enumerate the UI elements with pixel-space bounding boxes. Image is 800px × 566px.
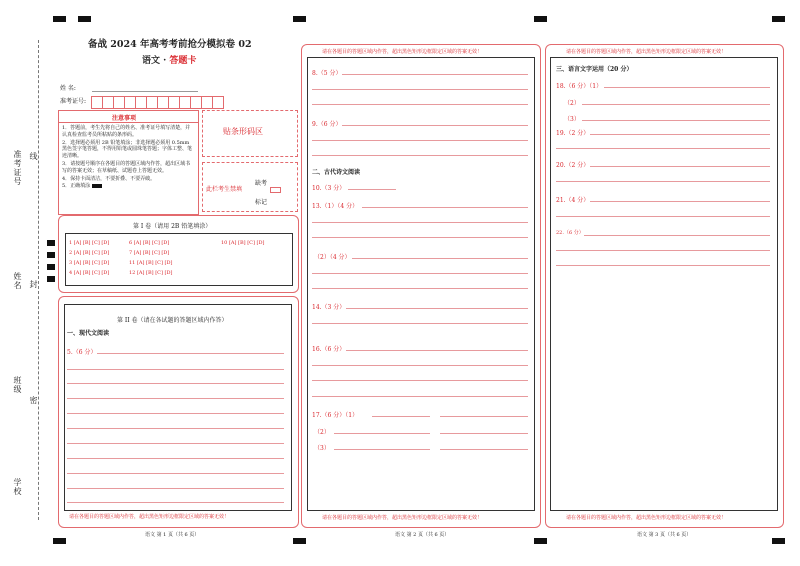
answer-line[interactable] (312, 104, 528, 105)
q5-label: 5.（6 分） (67, 349, 97, 356)
choice-row: 3 [A] [B] [C] [D] 11 [A] [B] [C] [D] (69, 260, 173, 266)
answer-line[interactable] (440, 416, 528, 417)
warning-text: 请在各题目的答题区域内作答，超出黑色矩形边框限定区域的答案无效！ (566, 515, 727, 521)
answer-line[interactable] (67, 473, 284, 474)
footer-page-2: 语文 第 2 页（共 6 页） (395, 532, 450, 538)
side-label-xian: 线 (29, 152, 38, 161)
answer-line[interactable] (362, 207, 528, 208)
choice-row: 2 [A] [B] [C] [D] 7 [A] [B] [C] [D] (69, 250, 170, 256)
timing-mark (53, 16, 66, 22)
answer-line[interactable] (590, 166, 770, 167)
choice-row: 1 [A] [B] [C] [D] 6 [A] [B] [C] [D] 10 [A] [B] [C] [D] (69, 240, 265, 246)
notice-divider (58, 122, 198, 123)
q8-label: 8.（5 分） (312, 70, 342, 77)
notice-item-3: 3．请按题号顺序在各题目的答题区域内作答，超出区域书写的答案无效；在草稿纸、试题卷上答题无效。 (62, 160, 191, 174)
answer-line[interactable] (312, 89, 528, 90)
notice-list (62, 125, 194, 190)
answer-line[interactable] (582, 104, 770, 105)
timing-mark (47, 240, 55, 246)
section2-title: 第 II 卷（请在各试题的答题区域内作答） (117, 317, 228, 324)
side-label-name: 姓名 (13, 272, 22, 290)
timing-mark (534, 16, 547, 22)
answer-line[interactable] (67, 458, 284, 459)
answer-line[interactable] (346, 350, 528, 351)
timing-mark (293, 538, 306, 544)
q21-label: 21.（4 分） (556, 197, 590, 204)
name-label: 姓 名: (60, 85, 76, 92)
answer-line[interactable] (334, 449, 430, 450)
exam-no-boxes[interactable] (92, 92, 224, 111)
answer-line[interactable] (67, 369, 284, 370)
answer-line[interactable] (440, 433, 528, 434)
answer-line[interactable] (312, 288, 528, 289)
answer-line[interactable] (67, 488, 284, 489)
answer-line[interactable] (97, 353, 284, 354)
q18b-label: （2） (564, 100, 580, 107)
answer-line[interactable] (312, 155, 528, 156)
timing-mark (293, 16, 306, 22)
side-label-mi: 密 (29, 396, 38, 405)
notice-item-4: 4．保持卡面清洁，不要折叠、不要弄破。 (62, 175, 156, 182)
warning-text: 请在各题目的答题区域内作答，超出黑色矩形边框限定区域的答案无效！ (322, 49, 483, 55)
q17c-label: （3） (314, 445, 330, 452)
footer-page-3: 语文 第 3 页（共 6 页） (637, 532, 692, 538)
timing-mark (772, 16, 785, 22)
answer-line[interactable] (348, 189, 396, 190)
answer-line[interactable] (334, 433, 430, 434)
answer-line[interactable] (312, 380, 528, 381)
q9-label: 9.（6 分） (312, 121, 342, 128)
timing-mark (772, 538, 785, 544)
absent-checkbox[interactable] (270, 187, 281, 193)
timing-mark (78, 16, 91, 22)
answer-line[interactable] (312, 365, 528, 366)
part1-heading: 一、现代文阅读 (67, 330, 110, 337)
answer-line[interactable] (590, 134, 770, 135)
timing-mark (534, 538, 547, 544)
answer-line[interactable] (312, 140, 528, 141)
answer-line[interactable] (372, 416, 430, 417)
timing-mark (47, 264, 55, 270)
answer-line[interactable] (584, 235, 770, 236)
warning-text: 请在各题目的答题区域内作答，超出黑色矩形边框限定区域的答案无效！ (566, 49, 727, 55)
filled-bubble-sample (92, 184, 102, 188)
choice-row: 4 [A] [B] [C] [D] 12 [A] [B] [C] [D] (69, 270, 173, 276)
timing-mark (47, 276, 55, 282)
part2-heading: 二、古代诗文阅读 (312, 169, 361, 176)
q18-label: 18.（6 分）（1） (556, 83, 603, 90)
notice-title: 注意事项 (112, 115, 137, 122)
footer-page-1: 语文 第 1 页（共 6 页） (145, 532, 200, 538)
notice-item-2: 2．选择题必须用 2B 铅笔填涂；非选择题必须用 0.5mm 黑色签字笔答题，不得用铅笔或圆珠笔答题；字体工整、笔迹清晰。 (62, 139, 193, 160)
side-label-exam-no: 准考证号 (13, 150, 22, 186)
answer-line[interactable] (67, 413, 284, 414)
side-label-class: 班级 (13, 376, 22, 394)
q10-label: 10.（3 分） (312, 185, 346, 192)
q19-label: 19.（2 分） (556, 130, 590, 137)
answer-line[interactable] (342, 125, 528, 126)
notice-item-5: 5．正确填涂 (62, 183, 194, 190)
answer-line[interactable] (342, 74, 528, 75)
answer-line[interactable] (67, 428, 284, 429)
answer-line[interactable] (67, 443, 284, 444)
page-title: 备战 2024 年高考考前抢分模拟卷 02 (88, 39, 252, 50)
q14-label: 14.（3 分） (312, 304, 346, 311)
answer-line[interactable] (67, 383, 284, 384)
timing-mark (47, 252, 55, 258)
q18c-label: （3） (564, 116, 580, 123)
q17b-label: （2） (314, 429, 330, 436)
answer-line[interactable] (67, 502, 284, 503)
absent-bottom: 标记 (255, 199, 268, 206)
answer-line[interactable] (590, 201, 770, 202)
absent-top: 缺考 (255, 180, 268, 187)
side-label-feng: 封 (29, 280, 38, 289)
timing-mark (53, 538, 66, 544)
warning-text: 请在各题目的答题区域内作答，超出黑色矩形边框限定区域的答案无效！ (322, 515, 483, 521)
q13-label: 13.（1）（4 分） (312, 203, 359, 210)
absent-label: 此栏考生禁填 (206, 186, 243, 193)
q16-label: 16.（6 分） (312, 346, 346, 353)
warning-text: 请在各题目的答题区域内作答，超出黑色矩形边框限定区域的答案无效！ (69, 514, 230, 520)
column3-inner (550, 57, 778, 511)
page-subtitle: 语文 · 答题卡 (142, 56, 197, 66)
answer-line[interactable] (312, 222, 528, 223)
q20-label: 20.（2 分） (556, 162, 590, 169)
answer-line[interactable] (604, 87, 770, 88)
answer-line[interactable] (346, 308, 528, 309)
answer-line[interactable] (440, 449, 528, 450)
answer-line[interactable] (582, 120, 770, 121)
answer-line[interactable] (312, 273, 528, 274)
answer-line[interactable] (556, 181, 770, 182)
section1-title: 第 I 卷（请用 2B 铅笔填涂） (133, 223, 212, 230)
answer-line[interactable] (67, 398, 284, 399)
barcode-label: 贴条形码区 (223, 127, 263, 136)
q13b-label: （2）（4 分） (314, 254, 351, 261)
notice-item-1: 1．答题前，考生先将自己的姓名、准考证号填写清楚，并认真检查监考员所粘贴的条形码。 (62, 125, 191, 138)
answer-line[interactable] (556, 265, 770, 266)
answer-line[interactable] (556, 216, 770, 217)
answer-line[interactable] (312, 323, 528, 324)
q22-label: 22.（6 分） (556, 230, 584, 236)
answer-line[interactable] (352, 258, 528, 259)
answer-line[interactable] (556, 148, 770, 149)
answer-line[interactable] (312, 396, 528, 397)
q17-label: 17.（6 分）（1） (312, 412, 359, 419)
exam-no-label: 准考证号: (60, 98, 87, 105)
part3-heading: 三、语言文字运用（20 分） (556, 66, 633, 73)
answer-line[interactable] (556, 250, 770, 251)
choice-grid[interactable] (69, 238, 289, 278)
answer-line[interactable] (312, 237, 528, 238)
side-label-school: 学校 (13, 478, 22, 496)
